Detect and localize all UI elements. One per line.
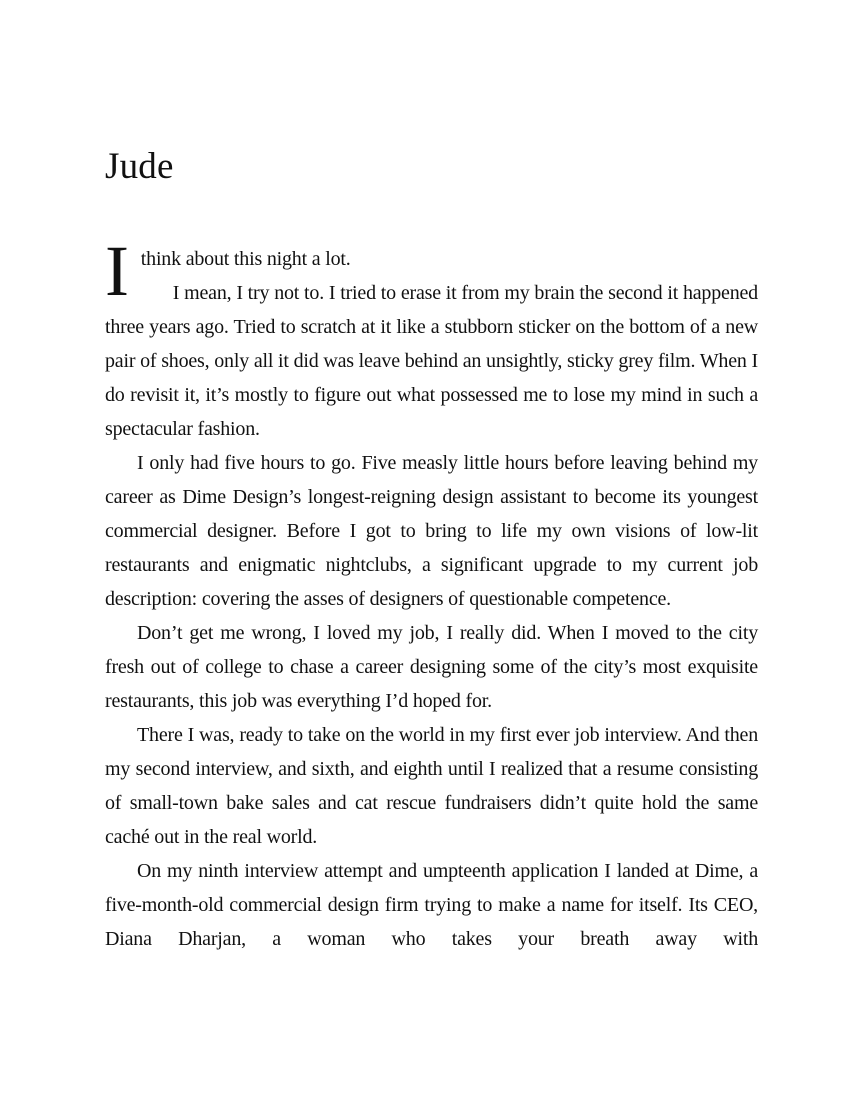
page-content: [105, 0, 758, 956]
paragraph-text: think about this night a lot.: [140, 248, 351, 270]
paragraph-opening: [105, 231, 758, 311]
paragraph: There I was, ready to take on the world in my first ever job interview. And then my second interview, and sixth, and eighth until I realized that a resume consisting of small-town bake sales and cat rescue fundraisers didn’t quite hold the same caché out in the real world.: [105, 724, 758, 848]
paragraph: I mean, I try not to. I tried to erase it from my brain the second it happened three years ago. Tried to scratch at it like a stubborn sticker on the bottom of a new pair of shoes, only all it did was leave behind an unsightly, sticky grey film. When I do revisit it, it’s mostly to figure out what possessed me to lose my mind in such a spectacular fashion.: [105, 282, 758, 440]
chapter-title: Jude: [105, 146, 174, 187]
paragraph: I only had five hours to go. Five measly little hours before leaving behind my career as Dime Design’s longest-reigning design assistant to become its youngest commercial designer. Before I got to bring to life my own visions of low-lit restaurants and enigmatic nightclubs, a significant upgrade to my current job description: covering the asses of designers of questionable competence.: [105, 452, 758, 610]
paragraph: Don’t get me wrong, I loved my job, I really did. When I moved to the city fresh out of college to chase a career designing some of the city’s most exquisite restaurants, this job was everything I’d hoped for.: [105, 622, 758, 712]
paragraph: On my ninth interview attempt and umpteenth application I landed at Dime, a five-month-old commercial design firm trying to make a name for itself. Its CEO, Diana Dharjan, a woman who takes your breath away with: [105, 860, 758, 950]
chapter-body: [105, 231, 758, 956]
drop-cap: I: [105, 231, 129, 311]
